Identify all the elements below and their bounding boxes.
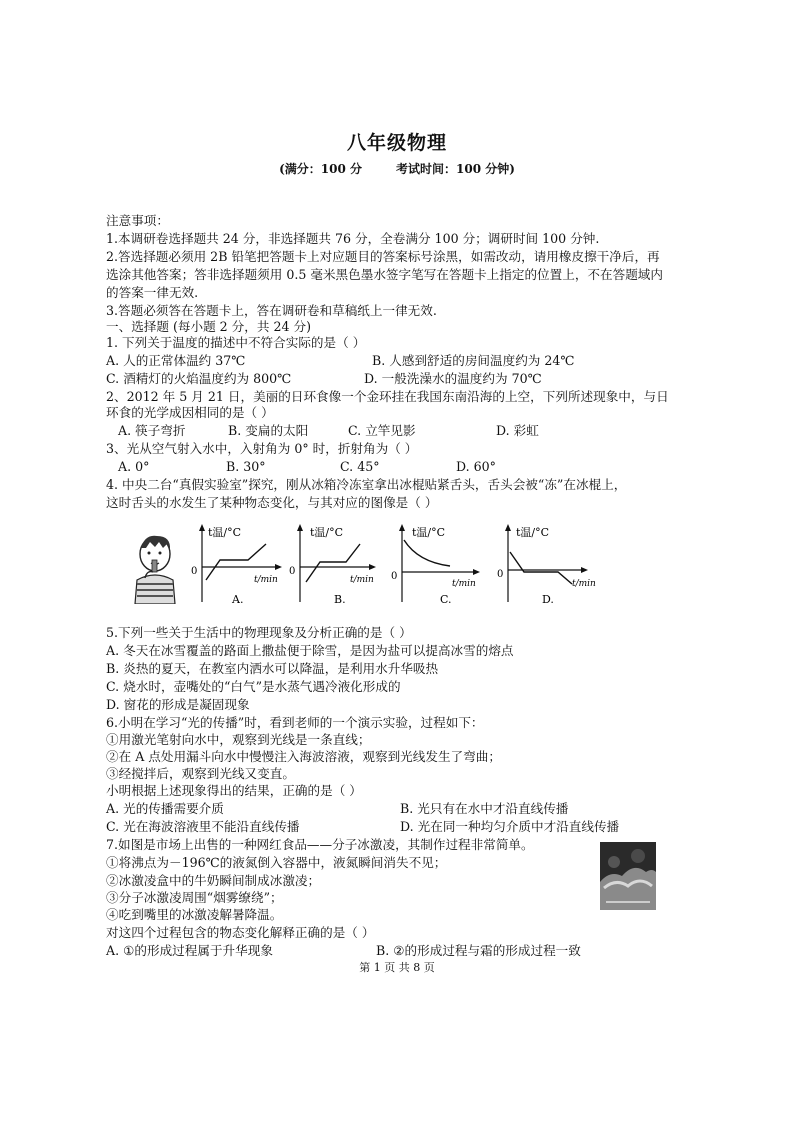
exam-info — [0, 160, 794, 177]
graph-c — [386, 522, 486, 610]
page-title: 八年级物理 — [346, 132, 447, 154]
q6-step: ③经搅拌后，观察到光线又变直。 — [106, 766, 295, 781]
q1-option-a: A. 人的正常体温约 37℃ — [106, 353, 246, 368]
q7-ask: 对这四个过程包含的物态变化解释正确的是（ ） — [106, 925, 375, 940]
q2-option-c: C. 立竿见影 — [348, 423, 416, 438]
q3-option-d: D. 60° — [456, 459, 496, 474]
q6-option-c: C. 光在海波溶液里不能沿直线传播 — [106, 819, 300, 834]
graph-label: D. — [542, 593, 554, 606]
y-axis-label: t温/°C — [516, 526, 550, 539]
q3-option-c: C. 45° — [340, 459, 380, 474]
y-axis-label: t温/°C — [208, 526, 242, 539]
q2-option-a: A. 筷子弯折 — [118, 423, 186, 438]
q5-stem: 5.下列一些关于生活中的物理现象及分析正确的是（ ） — [106, 625, 412, 640]
notes-heading: 注意事项： — [106, 213, 169, 228]
q1-option-c: C. 酒精灯的火焰温度约为 800℃ — [106, 371, 292, 386]
boy-eating-popsicle-illustration — [125, 532, 185, 604]
origin-label: 0 — [289, 566, 296, 577]
q2-option-d: D. 彩虹 — [496, 423, 539, 438]
x-axis-label: t/min — [452, 579, 476, 589]
q5-option-b: B. 炎热的夏天，在教室内洒水可以降温，是利用水升华吸热 — [106, 661, 439, 676]
note-line: 3.答题必须答在答题卡上，答在调研卷和草稿纸上一律无效. — [106, 303, 437, 318]
graph-a — [184, 522, 284, 610]
q6-step: ①用激光笔射向水中，观察到光线是一条直线； — [106, 732, 371, 747]
graph-label: B. — [334, 593, 346, 606]
full-marks: (满分：100 分 — [279, 162, 362, 176]
q7-step: ②冰激凌盒中的牛奶瞬间制成冰激凌； — [106, 873, 321, 888]
note-line: 2.答选择题必须用 2B 铅笔把答题卡上对应题目的答案标号涂黑，如需改动，请用橡皮擦干净后，再 — [106, 249, 660, 264]
q7-step: ①将沸点为－196℃的液氮倒入容器中，液氮瞬间消失不见； — [106, 855, 447, 870]
q6-stem: 6.小明在学习“光的传播”时，看到老师的一个演示实验，过程如下： — [106, 715, 484, 730]
q7-stem: 7.如图是市场上出售的一种网红食品——分子冰激凌，其制作过程非常简单。 — [106, 837, 534, 852]
exam-time: 考试时间：100 分钟) — [396, 162, 515, 176]
q5-option-c: C. 烧水时，壶嘴处的“白气”是水蒸气遇冷液化形成的 — [106, 679, 401, 694]
q2-stem: 环食的光学成因相同的是（ ） — [106, 405, 274, 420]
origin-label: 0 — [391, 571, 398, 582]
q7-option-b: B. ②的形成过程与霜的形成过程一致 — [376, 943, 581, 958]
note-line: 的答案一律无效. — [106, 285, 199, 300]
q7-step: ③分子冰激凌周围“烟雾缭绕”； — [106, 890, 283, 905]
note-line: 1.本调研卷选择题共 24 分，非选择题共 76 分，全卷满分 100 分；调研时间 100 分钟. — [106, 231, 600, 246]
q6-option-a: A. 光的传播需要介质 — [106, 801, 224, 816]
x-axis-label: t/min — [350, 575, 374, 585]
q6-ask: 小明根据上述现象得出的结果，正确的是（ ） — [106, 783, 362, 798]
q1-option-b: B. 人感到舒适的房间温度约为 24℃ — [372, 353, 575, 368]
molecular-ice-cream-photo — [600, 842, 656, 910]
q1-option-d: D. 一般洗澡水的温度约为 70℃ — [364, 371, 542, 386]
q3-option-a: A. 0° — [118, 459, 150, 474]
note-line: 选涂其他答案；答非选择题须用 0.5 毫米黑色墨水签字笔写在答题卡上指定的位置上，不在答题域内 — [106, 267, 663, 282]
graph-label: A. — [232, 593, 244, 606]
y-axis-label: t温/°C — [310, 526, 344, 539]
q2-option-b: B. 变扁的太阳 — [228, 423, 309, 438]
x-axis-label: t/min — [254, 575, 278, 585]
q3-option-b: B. 30° — [226, 459, 266, 474]
q4-stem: 4. 中央二台“真假实验室”探究，刚从冰箱冷冻室拿出冰棍贴紧舌头，舌头会被“冻”在冰棍上， — [106, 477, 627, 492]
graph-label: C. — [440, 593, 452, 606]
q4-stem: 这时舌头的水发生了某种物态变化，与其对应的图像是（ ） — [106, 495, 438, 510]
q2-stem: 2、2012 年 5 月 21 日，美丽的日环食像一个金环挂在我国东南沿海的上空，下列所述现象中，与日 — [106, 389, 669, 404]
origin-label: 0 — [191, 566, 198, 577]
q1-stem: 1. 下列关于温度的描述中不符合实际的是（ ） — [106, 335, 366, 350]
q7-step: ④吃到嘴里的冰激凌解暑降温。 — [106, 907, 283, 922]
q6-step: ②在 A 点处用漏斗向水中慢慢注入海波溶液，观察到光线发生了弯曲； — [106, 749, 501, 764]
q3-stem: 3、光从空气射入水中，入射角为 0° 时，折射角为（ ） — [106, 441, 418, 456]
q6-option-b: B. 光只有在水中才沿直线传播 — [400, 801, 569, 816]
graph-d — [492, 522, 602, 610]
section-heading: 一、选择题 (每小题 2 分，共 24 分) — [106, 319, 312, 334]
q6-option-d: D. 光在同一种均匀介质中才沿直线传播 — [400, 819, 620, 834]
x-axis-label: t/min — [572, 579, 596, 589]
q5-option-a: A. 冬天在冰雪覆盖的路面上撒盐便于除雪，是因为盐可以提高冰雪的熔点 — [106, 643, 514, 658]
graph-b — [288, 522, 388, 610]
q7-option-a: A. ①的形成过程属于升华现象 — [106, 943, 273, 958]
q5-option-d: D. 窗花的形成是凝固现象 — [106, 697, 250, 712]
page-number: 第 1 页 共 8 页 — [359, 961, 435, 974]
origin-label: 0 — [497, 569, 504, 580]
y-axis-label: t温/°C — [412, 526, 446, 539]
